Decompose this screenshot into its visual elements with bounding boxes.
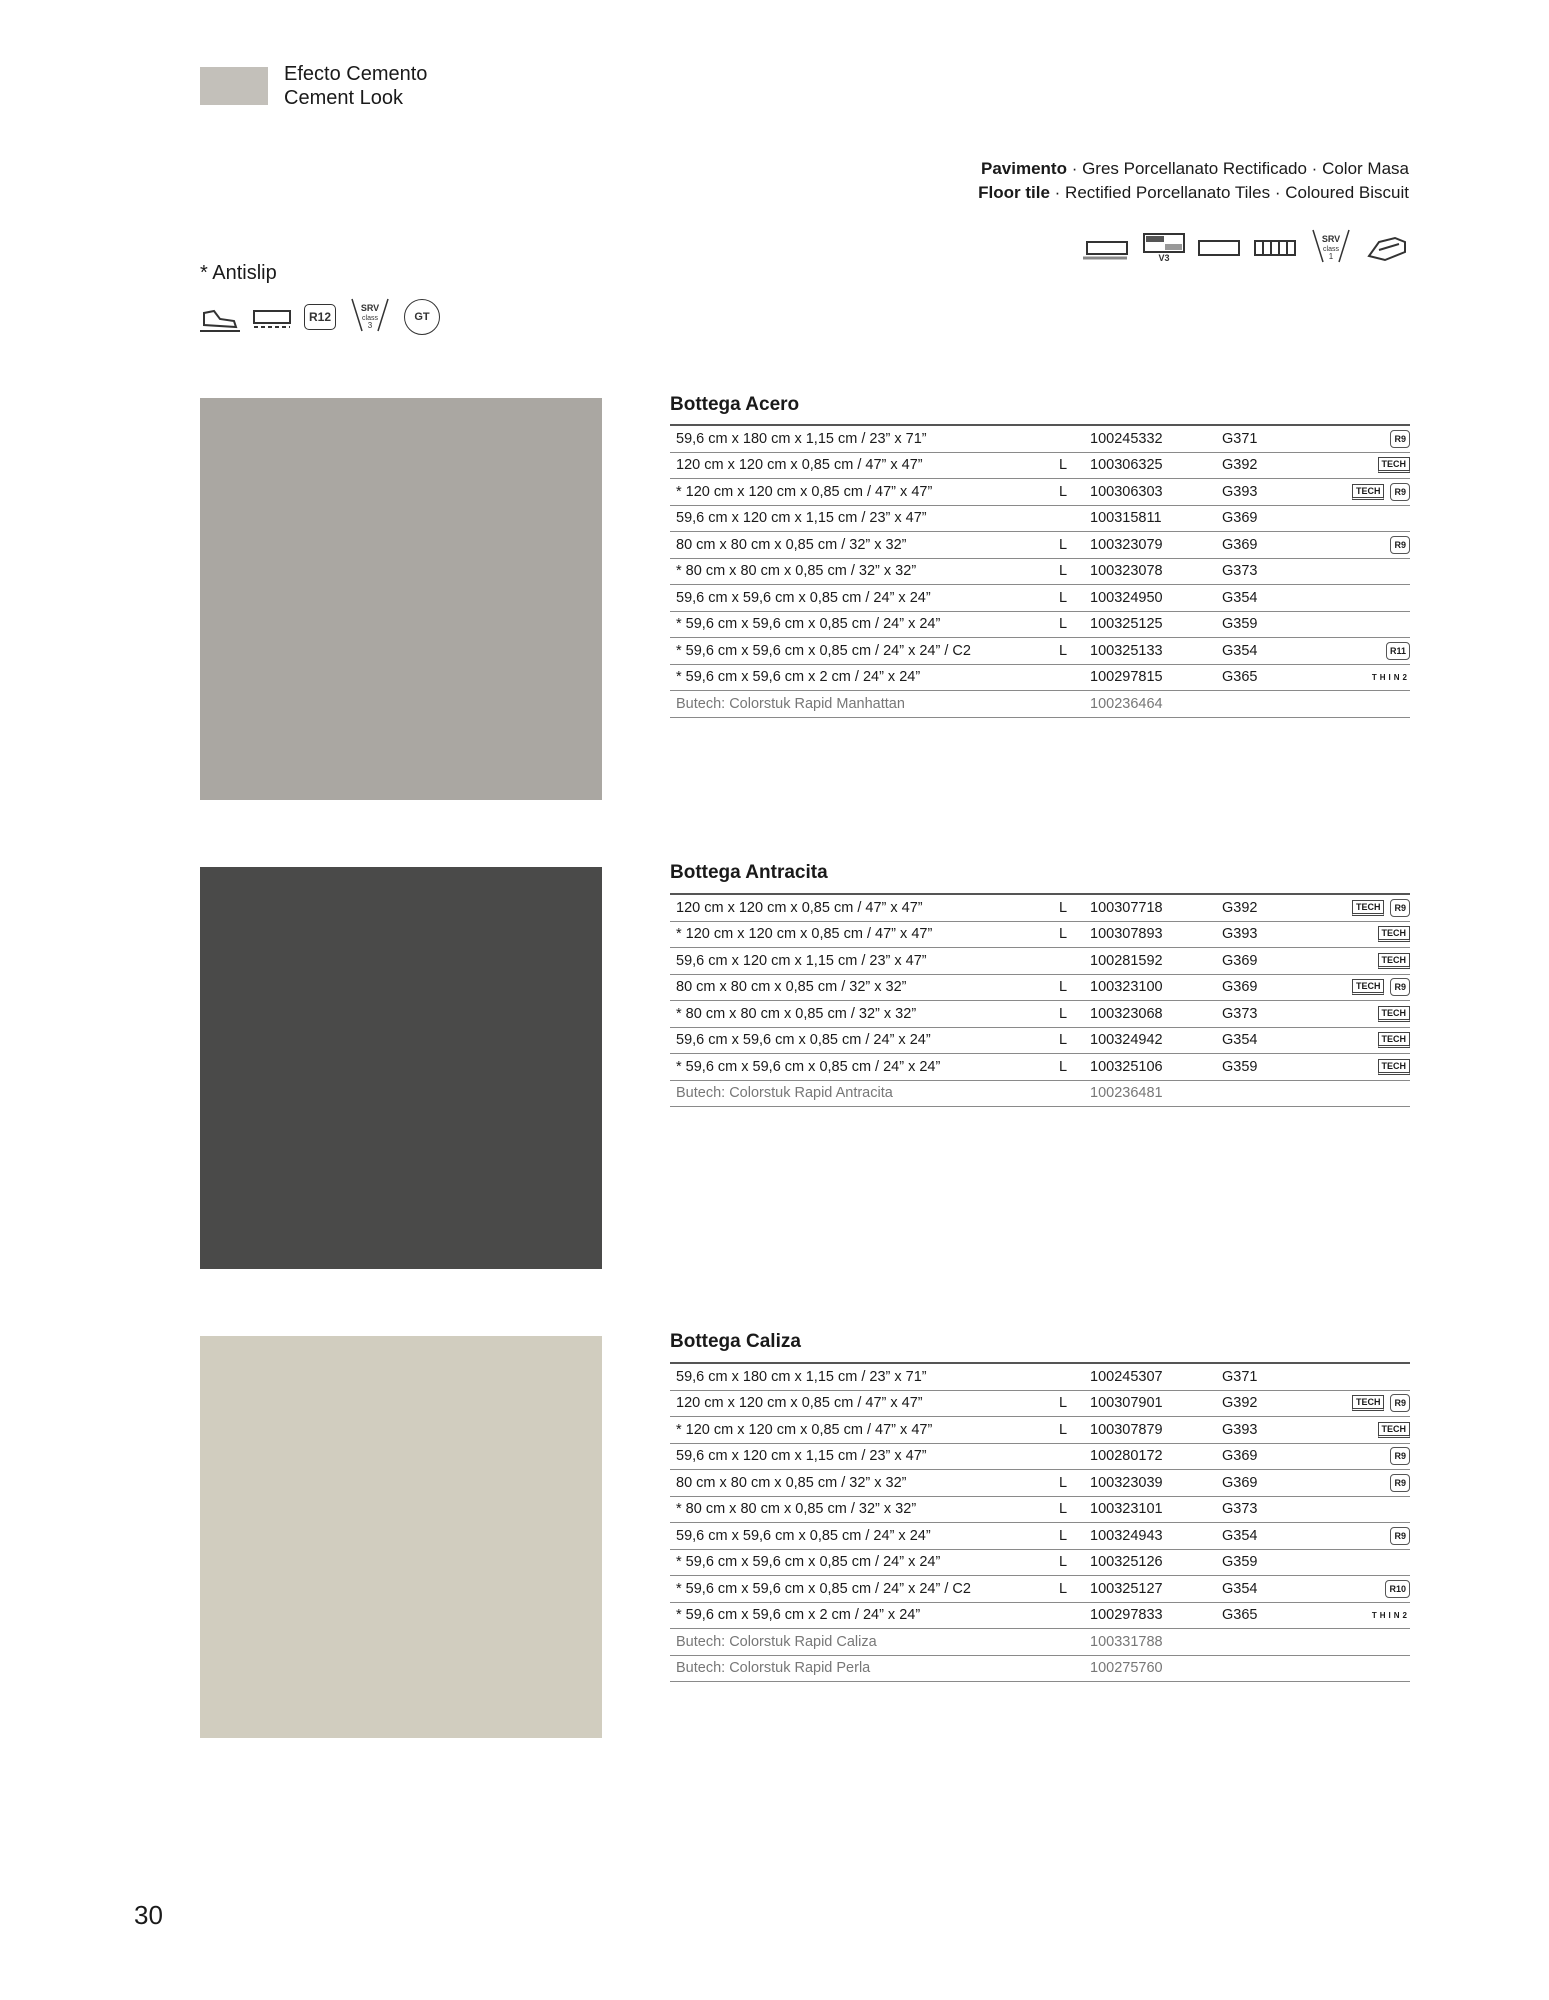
- cell-grp: G354: [1216, 1523, 1308, 1550]
- cell-code: 100323078: [1084, 558, 1216, 585]
- antislip-icons: [200, 295, 440, 339]
- cell-code: 100245332: [1084, 425, 1216, 452]
- cell-empty: [1042, 1655, 1084, 1682]
- cell-badges: [1308, 894, 1410, 921]
- cell-size: 80 cm x 80 cm x 0,85 cm / 32” x 32”: [670, 532, 1042, 559]
- cell-badges: [1308, 532, 1410, 559]
- table-row: [670, 1602, 1410, 1629]
- cell-badges: [1308, 1523, 1410, 1550]
- cell-code: 100323079: [1084, 532, 1216, 559]
- cell-badges: [1308, 1363, 1410, 1390]
- slip-rating-badge: R9: [1390, 536, 1410, 554]
- table-row: [670, 425, 1410, 452]
- header-swatch: [200, 67, 268, 105]
- cell-code: 100325125: [1084, 611, 1216, 638]
- cell-rect: [1042, 425, 1084, 452]
- thin2-badge-icon: THIN2: [1371, 672, 1410, 682]
- cell-badges: [1308, 1549, 1410, 1576]
- cell-code: 100307893: [1084, 921, 1216, 948]
- slip-rating-badge: R9: [1390, 1474, 1410, 1492]
- cell-butech-code: 100331788: [1084, 1629, 1216, 1656]
- cell-code: 100315811: [1084, 505, 1216, 532]
- tech-badge-icon: TECH: [1352, 484, 1385, 500]
- cell-butech-name: Butech: Colorstuk Rapid Perla: [670, 1655, 1042, 1682]
- cell-butech-name: Butech: Colorstuk Rapid Antracita: [670, 1080, 1042, 1107]
- cell-size: 59,6 cm x 180 cm x 1,15 cm / 23” x 71”: [670, 425, 1042, 452]
- cell-butech-code: 100236464: [1084, 691, 1216, 718]
- shoe-icon: [200, 301, 240, 333]
- table-row: [670, 1054, 1410, 1081]
- cell-grp: G393: [1216, 921, 1308, 948]
- cell-grp: G369: [1216, 532, 1308, 559]
- cleaning-icon: [1365, 232, 1409, 264]
- cell-rect: L: [1042, 611, 1084, 638]
- tech-badge-icon: TECH: [1378, 1032, 1411, 1048]
- gt-icon: GT: [404, 299, 440, 335]
- cell-empty: [1216, 1629, 1410, 1656]
- cell-rect: [1042, 505, 1084, 532]
- cell-badges: [1308, 558, 1410, 585]
- cell-rect: L: [1042, 1549, 1084, 1576]
- cell-size: 80 cm x 80 cm x 0,85 cm / 32” x 32”: [670, 1470, 1042, 1497]
- cell-badges: [1308, 638, 1410, 665]
- cell-size: 120 cm x 120 cm x 0,85 cm / 47” x 47”: [670, 1390, 1042, 1417]
- table-row: [670, 1470, 1410, 1497]
- heated-floor-icon: [1253, 237, 1297, 259]
- cell-badges: [1308, 611, 1410, 638]
- cell-code: 100323068: [1084, 1001, 1216, 1028]
- cell-grp: G359: [1216, 1054, 1308, 1081]
- cell-code: 100324943: [1084, 1523, 1216, 1550]
- cell-code: 100325127: [1084, 1576, 1216, 1603]
- cell-grp: G369: [1216, 1470, 1308, 1497]
- cell-code: 100280172: [1084, 1443, 1216, 1470]
- table-row: [670, 558, 1410, 585]
- cell-grp: G354: [1216, 585, 1308, 612]
- cell-badges: [1308, 1443, 1410, 1470]
- cell-rect: L: [1042, 585, 1084, 612]
- slip-rating-badge: R9: [1390, 1527, 1410, 1545]
- tech-badge-icon: TECH: [1352, 979, 1385, 995]
- table-row: [670, 1363, 1410, 1390]
- cell-size: 59,6 cm x 59,6 cm x 0,85 cm / 24” x 24”: [670, 1027, 1042, 1054]
- cell-grp: G369: [1216, 505, 1308, 532]
- tech-badge-icon: TECH: [1352, 1395, 1385, 1411]
- cell-butech-code: 100275760: [1084, 1655, 1216, 1682]
- product-swatch-antracita: [200, 867, 602, 1269]
- cell-rect: L: [1042, 1054, 1084, 1081]
- v3-shade-variation-icon: V3: [1143, 233, 1185, 263]
- cell-code: 100281592: [1084, 948, 1216, 975]
- cell-size: 59,6 cm x 59,6 cm x 0,85 cm / 24” x 24”: [670, 1523, 1042, 1550]
- srv-class-3-icon: [348, 295, 392, 339]
- cell-grp: G359: [1216, 611, 1308, 638]
- product-title: Bottega Acero: [670, 394, 800, 415]
- table-row: [670, 1443, 1410, 1470]
- srv-class-number: 1: [1328, 252, 1334, 261]
- floor-tile-icon: [1083, 236, 1131, 260]
- spec-table-acero: [670, 424, 1410, 718]
- cell-rect: L: [1042, 1496, 1084, 1523]
- table-row: [670, 611, 1410, 638]
- tech-badge-icon: TECH: [1378, 1422, 1411, 1438]
- cell-badges: [1308, 1417, 1410, 1444]
- table-row: [670, 1549, 1410, 1576]
- cell-code: 100307879: [1084, 1417, 1216, 1444]
- product-swatch-caliza: [200, 1336, 602, 1738]
- section-title: [284, 62, 427, 110]
- product-title: Bottega Caliza: [670, 1331, 801, 1352]
- cell-badges: [1308, 452, 1410, 479]
- spec-table-caliza: [670, 1362, 1410, 1682]
- page-number: 30: [134, 1900, 163, 1930]
- tech-badge-icon: TECH: [1378, 1006, 1411, 1022]
- cell-rect: [1042, 1602, 1084, 1629]
- slip-rating-badge: R9: [1390, 1447, 1410, 1465]
- cell-empty: [1216, 1080, 1410, 1107]
- cell-size: * 59,6 cm x 59,6 cm x 0,85 cm / 24” x 24” / C2: [670, 1576, 1042, 1603]
- butech-row: [670, 691, 1410, 718]
- cell-badges: [1308, 948, 1410, 975]
- srv-class-1-icon: [1309, 226, 1353, 270]
- cell-butech-name: Butech: Colorstuk Rapid Manhattan: [670, 691, 1042, 718]
- antislip-label: * Antislip: [200, 262, 277, 284]
- cell-badges: [1308, 1602, 1410, 1629]
- cell-grp: G369: [1216, 974, 1308, 1001]
- tech-badge-icon: TECH: [1378, 953, 1411, 969]
- cell-size: * 80 cm x 80 cm x 0,85 cm / 32” x 32”: [670, 558, 1042, 585]
- table-row: [670, 1576, 1410, 1603]
- section-title-es: Efecto Cemento: [284, 63, 428, 85]
- slip-rating-badge: R9: [1390, 430, 1410, 448]
- cell-rect: L: [1042, 532, 1084, 559]
- cell-grp: G393: [1216, 479, 1308, 506]
- cell-grp: G392: [1216, 1390, 1308, 1417]
- cell-size: 59,6 cm x 180 cm x 1,15 cm / 23” x 71”: [670, 1363, 1042, 1390]
- cell-rect: L: [1042, 452, 1084, 479]
- table-row: [670, 452, 1410, 479]
- cell-size: * 120 cm x 120 cm x 0,85 cm / 47” x 47”: [670, 1417, 1042, 1444]
- cell-rect: L: [1042, 1470, 1084, 1497]
- cell-grp: G373: [1216, 1001, 1308, 1028]
- product-type-en: Floor tile · Rectified Porcellanato Tiles · Coloured Biscuit: [978, 183, 1409, 202]
- table-row: [670, 1523, 1410, 1550]
- outdoor-floor-icon: [252, 303, 292, 331]
- cell-badges: [1308, 1576, 1410, 1603]
- srv-class-number: 3: [367, 321, 373, 330]
- srv-label: SRV: [360, 303, 380, 313]
- cell-grp: G392: [1216, 452, 1308, 479]
- thin2-badge-icon: THIN2: [1371, 1610, 1410, 1620]
- cell-code: 100323101: [1084, 1496, 1216, 1523]
- cell-grp: G373: [1216, 1496, 1308, 1523]
- cell-badges: [1308, 921, 1410, 948]
- section-title-en: Cement Look: [284, 87, 403, 109]
- cell-rect: L: [1042, 479, 1084, 506]
- cell-code: 100306303: [1084, 479, 1216, 506]
- cell-code: 100325133: [1084, 638, 1216, 665]
- cell-size: * 120 cm x 120 cm x 0,85 cm / 47” x 47”: [670, 479, 1042, 506]
- cell-grp: G354: [1216, 1576, 1308, 1603]
- cell-empty: [1042, 691, 1084, 718]
- cell-grp: G393: [1216, 1417, 1308, 1444]
- cell-code: 100297833: [1084, 1602, 1216, 1629]
- cell-size: * 80 cm x 80 cm x 0,85 cm / 32” x 32”: [670, 1001, 1042, 1028]
- tech-badge-icon: TECH: [1352, 900, 1385, 916]
- slip-rating-badge: R9: [1390, 483, 1410, 501]
- cell-grp: G354: [1216, 1027, 1308, 1054]
- cell-badges: [1308, 1390, 1410, 1417]
- cell-size: * 59,6 cm x 59,6 cm x 0,85 cm / 24” x 24”: [670, 1549, 1042, 1576]
- cell-size: 59,6 cm x 120 cm x 1,15 cm / 23” x 47”: [670, 1443, 1042, 1470]
- cell-rect: L: [1042, 974, 1084, 1001]
- cell-rect: L: [1042, 1417, 1084, 1444]
- cell-badges: [1308, 425, 1410, 452]
- cell-grp: G371: [1216, 1363, 1308, 1390]
- tech-badge-icon: TECH: [1378, 457, 1411, 473]
- table-row: [670, 894, 1410, 921]
- cell-badges: [1308, 1027, 1410, 1054]
- usage-icons: [1083, 226, 1409, 270]
- cell-badges: [1308, 1001, 1410, 1028]
- slip-rating-badge: R9: [1390, 1394, 1410, 1412]
- butech-row: [670, 1080, 1410, 1107]
- table-row: [670, 1417, 1410, 1444]
- cell-badges: [1308, 1054, 1410, 1081]
- cell-rect: [1042, 664, 1084, 691]
- table-row: [670, 1027, 1410, 1054]
- cell-code: 100297815: [1084, 664, 1216, 691]
- cell-size: * 59,6 cm x 59,6 cm x 0,85 cm / 24” x 24”: [670, 611, 1042, 638]
- cell-size: 120 cm x 120 cm x 0,85 cm / 47” x 47”: [670, 452, 1042, 479]
- cell-grp: G373: [1216, 558, 1308, 585]
- cell-badges: [1308, 505, 1410, 532]
- cell-grp: G359: [1216, 1549, 1308, 1576]
- table-row: [670, 948, 1410, 975]
- cell-size: * 59,6 cm x 59,6 cm x 2 cm / 24” x 24”: [670, 664, 1042, 691]
- cell-code: 100307718: [1084, 894, 1216, 921]
- cell-rect: L: [1042, 1576, 1084, 1603]
- cell-badges: [1308, 974, 1410, 1001]
- table-row: [670, 505, 1410, 532]
- cell-grp: G365: [1216, 1602, 1308, 1629]
- cell-rect: L: [1042, 638, 1084, 665]
- cell-badges: [1308, 1470, 1410, 1497]
- cell-grp: G392: [1216, 894, 1308, 921]
- cell-empty: [1216, 691, 1410, 718]
- cell-rect: L: [1042, 1027, 1084, 1054]
- slip-rating-badge: R11: [1386, 642, 1410, 660]
- cell-rect: L: [1042, 1523, 1084, 1550]
- tech-badge-icon: TECH: [1378, 926, 1411, 942]
- rectified-icon: [1197, 237, 1241, 259]
- slip-rating-badge: R9: [1390, 978, 1410, 996]
- cell-size: 80 cm x 80 cm x 0,85 cm / 32” x 32”: [670, 974, 1042, 1001]
- spec-table-antracita: [670, 893, 1410, 1107]
- table-row: [670, 532, 1410, 559]
- r12-icon: R12: [304, 304, 336, 330]
- butech-row: [670, 1629, 1410, 1656]
- cell-code: 100323039: [1084, 1470, 1216, 1497]
- cell-butech-code: 100236481: [1084, 1080, 1216, 1107]
- cell-size: * 80 cm x 80 cm x 0,85 cm / 32” x 32”: [670, 1496, 1042, 1523]
- butech-row: [670, 1655, 1410, 1682]
- cell-size: * 120 cm x 120 cm x 0,85 cm / 47” x 47”: [670, 921, 1042, 948]
- cell-empty: [1042, 1629, 1084, 1656]
- product-type: [978, 157, 1409, 205]
- cell-rect: [1042, 1443, 1084, 1470]
- srv-class-label: class: [362, 315, 378, 322]
- cell-code: 100325106: [1084, 1054, 1216, 1081]
- cell-badges: [1308, 585, 1410, 612]
- cell-rect: L: [1042, 1001, 1084, 1028]
- cell-code: 100325126: [1084, 1549, 1216, 1576]
- cell-code: 100245307: [1084, 1363, 1216, 1390]
- cell-rect: L: [1042, 894, 1084, 921]
- cell-rect: L: [1042, 1390, 1084, 1417]
- product-type-es: Pavimento · Gres Porcellanato Rectificado · Color Masa: [980, 159, 1409, 178]
- product-swatch-acero: [200, 398, 602, 800]
- cell-badges: [1308, 664, 1410, 691]
- cell-size: 120 cm x 120 cm x 0,85 cm / 47” x 47”: [670, 894, 1042, 921]
- table-row: [670, 479, 1410, 506]
- cell-size: * 59,6 cm x 59,6 cm x 2 cm / 24” x 24”: [670, 1602, 1042, 1629]
- table-row: [670, 1390, 1410, 1417]
- cell-code: 100306325: [1084, 452, 1216, 479]
- cell-grp: G369: [1216, 948, 1308, 975]
- product-title: Bottega Antracita: [670, 862, 828, 883]
- table-row: [670, 921, 1410, 948]
- table-row: [670, 664, 1410, 691]
- table-row: [670, 585, 1410, 612]
- table-row: [670, 1496, 1410, 1523]
- cell-size: 59,6 cm x 59,6 cm x 0,85 cm / 24” x 24”: [670, 585, 1042, 612]
- cell-rect: L: [1042, 558, 1084, 585]
- cell-rect: L: [1042, 921, 1084, 948]
- cell-butech-name: Butech: Colorstuk Rapid Caliza: [670, 1629, 1042, 1656]
- cell-empty: [1042, 1080, 1084, 1107]
- cell-badges: [1308, 1496, 1410, 1523]
- cell-grp: G365: [1216, 664, 1308, 691]
- cell-code: 100324942: [1084, 1027, 1216, 1054]
- table-row: [670, 974, 1410, 1001]
- cell-empty: [1216, 1655, 1410, 1682]
- cell-code: 100323100: [1084, 974, 1216, 1001]
- tech-badge-icon: TECH: [1378, 1059, 1411, 1075]
- cell-grp: G371: [1216, 425, 1308, 452]
- slip-rating-badge: R9: [1390, 899, 1410, 917]
- cell-grp: G354: [1216, 638, 1308, 665]
- table-row: [670, 638, 1410, 665]
- slip-rating-badge: R10: [1385, 1580, 1410, 1598]
- table-row: [670, 1001, 1410, 1028]
- cell-size: 59,6 cm x 120 cm x 1,15 cm / 23” x 47”: [670, 948, 1042, 975]
- cell-badges: [1308, 479, 1410, 506]
- cell-size: * 59,6 cm x 59,6 cm x 0,85 cm / 24” x 24” / C2: [670, 638, 1042, 665]
- cell-grp: G369: [1216, 1443, 1308, 1470]
- cell-code: 100324950: [1084, 585, 1216, 612]
- cell-rect: [1042, 948, 1084, 975]
- cell-rect: [1042, 1363, 1084, 1390]
- srv-label: SRV: [1321, 234, 1341, 244]
- cell-size: * 59,6 cm x 59,6 cm x 0,85 cm / 24” x 24”: [670, 1054, 1042, 1081]
- cell-size: 59,6 cm x 120 cm x 1,15 cm / 23” x 47”: [670, 505, 1042, 532]
- cell-code: 100307901: [1084, 1390, 1216, 1417]
- srv-class-label: class: [1323, 246, 1339, 253]
